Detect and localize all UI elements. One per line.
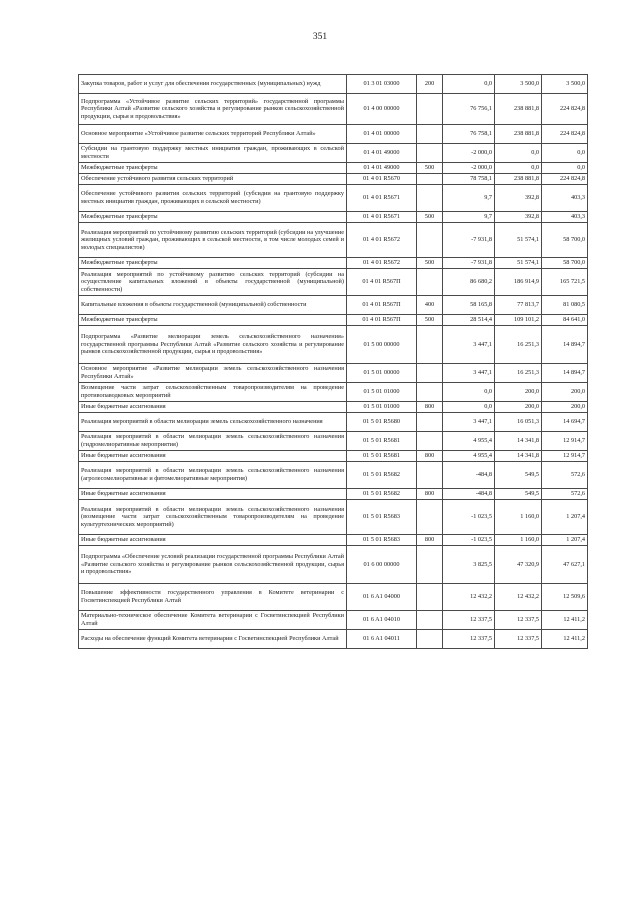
row-expense-type-cell <box>417 125 443 144</box>
row-code-cell: 01 3 01 03000 <box>347 75 417 94</box>
row-amount-2-cell: 392,8 <box>495 185 542 212</box>
row-expense-type-cell <box>417 546 443 584</box>
row-code-cell: 01 5 01 R5683 <box>347 500 417 535</box>
row-amount-1-cell: -2 000,0 <box>443 163 495 174</box>
row-amount-1-cell: 28 514,4 <box>443 315 495 326</box>
table-row <box>79 75 588 94</box>
row-amount-2-cell: 200,0 <box>495 402 542 413</box>
row-expense-type-cell <box>417 432 443 451</box>
row-code-cell: 01 5 01 00000 <box>347 364 417 383</box>
table-row <box>79 364 588 383</box>
row-name-cell: Обеспечение устойчивого развития сельских территорий (субсидии на грантовую поддержку местных инициатив граждан, проживающих в сельской местности) <box>79 185 347 212</box>
row-name-cell: Межбюджетные трансферты <box>79 315 347 326</box>
row-amount-2-cell: 51 574,1 <box>495 258 542 269</box>
table-row <box>79 489 588 500</box>
row-amount-2-cell: 549,5 <box>495 462 542 489</box>
row-expense-type-cell <box>417 174 443 185</box>
row-code-cell: 01 5 01 01000 <box>347 383 417 402</box>
row-expense-type-cell <box>417 364 443 383</box>
row-expense-type-cell: 500 <box>417 315 443 326</box>
row-code-cell: 01 4 01 R5672 <box>347 223 417 258</box>
row-amount-2-cell: 14 341,8 <box>495 432 542 451</box>
row-amount-3-cell: 224 824,8 <box>542 125 588 144</box>
row-amount-1-cell: 9,7 <box>443 185 495 212</box>
table-row <box>79 144 588 163</box>
row-amount-2-cell: 16 051,3 <box>495 413 542 432</box>
row-amount-2-cell: 12 337,5 <box>495 630 542 649</box>
row-expense-type-cell: 800 <box>417 402 443 413</box>
row-amount-2-cell: 12 432,2 <box>495 584 542 611</box>
row-name-cell: Возмещение части затрат сельскохозяйственным товаропроизводителям на проведение противопаводковых мероприятий <box>79 383 347 402</box>
row-code-cell: 01 4 01 R5671 <box>347 212 417 223</box>
row-name-cell: Основное мероприятие «Устойчивое развитие сельских территорий Республики Алтай» <box>79 125 347 144</box>
row-amount-3-cell: 14 694,7 <box>542 413 588 432</box>
row-name-cell: Иные бюджетные ассигнования <box>79 489 347 500</box>
row-code-cell: 01 4 00 00000 <box>347 94 417 125</box>
table-row <box>79 174 588 185</box>
row-code-cell: 01 4 01 R567П <box>347 269 417 296</box>
row-expense-type-cell <box>417 383 443 402</box>
table-row <box>79 94 588 125</box>
row-amount-2-cell: 238 881,8 <box>495 174 542 185</box>
row-name-cell: Капитальные вложения в объекты государственной (муниципальной) собственности <box>79 296 347 315</box>
row-amount-3-cell: 572,6 <box>542 489 588 500</box>
row-amount-3-cell: 403,3 <box>542 212 588 223</box>
row-amount-2-cell: 1 160,0 <box>495 535 542 546</box>
row-amount-3-cell: 12 509,6 <box>542 584 588 611</box>
table-row <box>79 611 588 630</box>
row-expense-type-cell <box>417 223 443 258</box>
row-amount-3-cell: 12 411,2 <box>542 611 588 630</box>
row-code-cell: 01 4 01 R567П <box>347 296 417 315</box>
table-row <box>79 315 588 326</box>
row-amount-2-cell: 186 914,9 <box>495 269 542 296</box>
row-amount-1-cell: 9,7 <box>443 212 495 223</box>
row-code-cell: 01 4 01 49000 <box>347 144 417 163</box>
row-amount-2-cell: 200,0 <box>495 383 542 402</box>
row-amount-3-cell: 1 207,4 <box>542 500 588 535</box>
row-name-cell: Основное мероприятие «Развитие мелиорации земель сельскохозяйственного назначения Республики Алтай» <box>79 364 347 383</box>
row-code-cell: 01 6 00 00000 <box>347 546 417 584</box>
row-amount-3-cell: 200,0 <box>542 383 588 402</box>
page-number: 351 <box>312 32 328 42</box>
row-amount-2-cell: 12 337,5 <box>495 611 542 630</box>
row-amount-2-cell: 238 881,8 <box>495 94 542 125</box>
row-amount-3-cell: 58 700,0 <box>542 258 588 269</box>
table-row <box>79 269 588 296</box>
row-name-cell: Межбюджетные трансферты <box>79 212 347 223</box>
row-amount-3-cell: 224 824,8 <box>542 94 588 125</box>
table-row <box>79 500 588 535</box>
row-amount-3-cell: 1 207,4 <box>542 535 588 546</box>
row-amount-2-cell: 3 500,0 <box>495 75 542 94</box>
row-amount-3-cell: 58 700,0 <box>542 223 588 258</box>
row-name-cell: Субсидии на грантовую поддержку местных инициатив граждан, проживающих в сельской местности <box>79 144 347 163</box>
row-expense-type-cell <box>417 462 443 489</box>
row-code-cell: 01 5 01 R5681 <box>347 451 417 462</box>
row-name-cell: Иные бюджетные ассигнования <box>79 402 347 413</box>
table-row <box>79 432 588 451</box>
row-code-cell: 01 4 01 R5670 <box>347 174 417 185</box>
row-code-cell: 01 6 A1 04011 <box>347 630 417 649</box>
row-name-cell: Подпрограмма «Развитие мелиорации земель сельскохозяйственного назначения» государственной программы Республики Алтай «Развитие сельского хозяйства и регулирование рынков сельскохозяйственной продукции, сырья и продовольствия» <box>79 326 347 364</box>
row-name-cell: Обеспечение устойчивого развития сельских территорий <box>79 174 347 185</box>
row-amount-2-cell: 16 251,3 <box>495 364 542 383</box>
table-row <box>79 535 588 546</box>
row-amount-1-cell: 0,0 <box>443 402 495 413</box>
row-amount-3-cell: 0,0 <box>542 144 588 163</box>
table-row <box>79 451 588 462</box>
row-amount-1-cell: 4 955,4 <box>443 432 495 451</box>
row-expense-type-cell: 500 <box>417 163 443 174</box>
table-row <box>79 125 588 144</box>
row-expense-type-cell <box>417 500 443 535</box>
row-name-cell: Подпрограмма «Устойчивое развитие сельских территорий» государственной программы Республики Алтай «Развитие сельского хозяйства и регулирование рынков сельскохозяйственной продукции, сырья и продовольствия» <box>79 94 347 125</box>
row-code-cell: 01 5 01 01000 <box>347 402 417 413</box>
row-name-cell: Реализация мероприятий в области мелиорации земель сельскохозяйственного назначения (возмещение части затрат сельскохозяйственным товаропроизводителям на проведение культуртехнических мероприятий) <box>79 500 347 535</box>
table-row <box>79 163 588 174</box>
row-expense-type-cell <box>417 94 443 125</box>
row-amount-1-cell: 3 447,1 <box>443 326 495 364</box>
row-code-cell: 01 4 01 00000 <box>347 125 417 144</box>
row-expense-type-cell <box>417 326 443 364</box>
row-amount-2-cell: 51 574,1 <box>495 223 542 258</box>
table-row <box>79 462 588 489</box>
row-amount-3-cell: 200,0 <box>542 402 588 413</box>
row-code-cell: 01 5 00 00000 <box>347 326 417 364</box>
row-amount-3-cell: 12 411,2 <box>542 630 588 649</box>
row-amount-3-cell: 84 641,0 <box>542 315 588 326</box>
row-amount-1-cell: 12 337,5 <box>443 611 495 630</box>
row-name-cell: Реализация мероприятий по устойчивому развитию сельских территорий (субсидии на осуществление капитальных вложений в объекты государственной (муниципальной) собственности) <box>79 269 347 296</box>
row-amount-1-cell: -7 931,8 <box>443 223 495 258</box>
row-name-cell: Иные бюджетные ассигнования <box>79 535 347 546</box>
row-code-cell: 01 6 A1 04010 <box>347 611 417 630</box>
row-amount-2-cell: 14 341,8 <box>495 451 542 462</box>
row-name-cell: Межбюджетные трансферты <box>79 258 347 269</box>
row-amount-3-cell: 0,0 <box>542 163 588 174</box>
row-expense-type-cell <box>417 413 443 432</box>
table-row <box>79 383 588 402</box>
row-amount-1-cell: 4 955,4 <box>443 451 495 462</box>
row-expense-type-cell <box>417 144 443 163</box>
row-code-cell: 01 5 01 R5680 <box>347 413 417 432</box>
row-name-cell: Реализация мероприятий по устойчивому развитию сельских территорий (субсидии на улучшение жилищных условий граждан, проживающих в сельской местности, в том числе молодых семей и молодых специалистов) <box>79 223 347 258</box>
row-amount-1-cell: -1 023,5 <box>443 500 495 535</box>
row-amount-2-cell: 0,0 <box>495 144 542 163</box>
row-expense-type-cell <box>417 269 443 296</box>
row-amount-3-cell: 224 824,8 <box>542 174 588 185</box>
row-amount-1-cell: 3 825,5 <box>443 546 495 584</box>
row-expense-type-cell: 400 <box>417 296 443 315</box>
row-amount-2-cell: 109 101,2 <box>495 315 542 326</box>
row-amount-1-cell: 86 680,2 <box>443 269 495 296</box>
row-amount-1-cell: -484,8 <box>443 489 495 500</box>
row-expense-type-cell <box>417 611 443 630</box>
row-expense-type-cell: 500 <box>417 212 443 223</box>
row-expense-type-cell: 800 <box>417 451 443 462</box>
row-code-cell: 01 4 01 R567П <box>347 315 417 326</box>
row-amount-3-cell: 572,6 <box>542 462 588 489</box>
row-amount-1-cell: 12 432,2 <box>443 584 495 611</box>
row-amount-3-cell: 47 627,1 <box>542 546 588 584</box>
row-amount-3-cell: 12 914,7 <box>542 432 588 451</box>
row-code-cell: 01 4 01 49000 <box>347 163 417 174</box>
row-amount-2-cell: 0,0 <box>495 163 542 174</box>
row-name-cell: Материально-техническое обеспечение Комитета ветеринарии с Госветинспекцией Республики Алтай <box>79 611 347 630</box>
table-row <box>79 546 588 584</box>
row-expense-type-cell <box>417 584 443 611</box>
row-amount-1-cell: 76 758,1 <box>443 125 495 144</box>
row-amount-1-cell: 0,0 <box>443 75 495 94</box>
table-row <box>79 223 588 258</box>
table-row <box>79 584 588 611</box>
row-amount-2-cell: 1 160,0 <box>495 500 542 535</box>
row-amount-1-cell: 3 447,1 <box>443 364 495 383</box>
row-amount-1-cell: -1 023,5 <box>443 535 495 546</box>
table-row <box>79 326 588 364</box>
row-amount-1-cell: 0,0 <box>443 383 495 402</box>
row-amount-3-cell: 14 894,7 <box>542 364 588 383</box>
table-row <box>79 258 588 269</box>
row-amount-2-cell: 16 251,3 <box>495 326 542 364</box>
row-amount-1-cell: -484,8 <box>443 462 495 489</box>
table-row <box>79 185 588 212</box>
row-expense-type-cell: 500 <box>417 258 443 269</box>
budget-table <box>78 74 588 649</box>
row-amount-3-cell: 12 914,7 <box>542 451 588 462</box>
row-name-cell: Реализация мероприятий в области мелиорации земель сельскохозяйственного назначения (агролесомелиоративные и фитомелиоративные мероприятия) <box>79 462 347 489</box>
row-name-cell: Реализация мероприятий в области мелиорации земель сельскохозяйственного назначения <box>79 413 347 432</box>
row-name-cell: Расходы на обеспечение функций Комитета ветеринарии с Госветинспекцией Республики Алтай <box>79 630 347 649</box>
row-amount-3-cell: 403,3 <box>542 185 588 212</box>
row-code-cell: 01 6 A1 04000 <box>347 584 417 611</box>
row-code-cell: 01 5 01 R5681 <box>347 432 417 451</box>
row-amount-1-cell: 12 337,5 <box>443 630 495 649</box>
table-row <box>79 212 588 223</box>
table-row <box>79 413 588 432</box>
row-amount-2-cell: 392,8 <box>495 212 542 223</box>
row-code-cell: 01 4 01 R5672 <box>347 258 417 269</box>
row-name-cell: Подпрограмма «Обеспечение условий реализации государственной программы Республики Алтай «Развитие сельского хозяйства и регулирование рынков сельскохозяйственной продукции, сырья и продовольствия» <box>79 546 347 584</box>
row-expense-type-cell: 800 <box>417 489 443 500</box>
row-amount-3-cell: 14 894,7 <box>542 326 588 364</box>
row-code-cell: 01 5 01 R5682 <box>347 462 417 489</box>
table-row <box>79 630 588 649</box>
row-name-cell: Закупка товаров, работ и услуг для обеспечения государственных (муниципальных) нужд <box>79 75 347 94</box>
row-amount-2-cell: 238 881,8 <box>495 125 542 144</box>
row-amount-3-cell: 3 500,0 <box>542 75 588 94</box>
row-name-cell: Межбюджетные трансферты <box>79 163 347 174</box>
row-amount-2-cell: 77 813,7 <box>495 296 542 315</box>
row-amount-1-cell: -2 000,0 <box>443 144 495 163</box>
row-expense-type-cell <box>417 185 443 212</box>
table-row <box>79 402 588 413</box>
row-code-cell: 01 5 01 R5682 <box>347 489 417 500</box>
row-expense-type-cell: 200 <box>417 75 443 94</box>
row-name-cell: Повышение эффективности государственного управления в Комитете ветеринарии с Госветинспекцией Республики Алтай <box>79 584 347 611</box>
row-name-cell: Реализация мероприятий в области мелиорации земель сельскохозяйственного назначения (гидромелиоративные мероприятия) <box>79 432 347 451</box>
row-code-cell: 01 4 01 R5671 <box>347 185 417 212</box>
row-amount-1-cell: 76 756,1 <box>443 94 495 125</box>
row-expense-type-cell <box>417 630 443 649</box>
row-code-cell: 01 5 01 R5683 <box>347 535 417 546</box>
row-expense-type-cell: 800 <box>417 535 443 546</box>
table-row <box>79 296 588 315</box>
row-amount-2-cell: 549,5 <box>495 489 542 500</box>
row-amount-1-cell: 3 447,1 <box>443 413 495 432</box>
row-amount-1-cell: 78 758,1 <box>443 174 495 185</box>
row-name-cell: Иные бюджетные ассигнования <box>79 451 347 462</box>
row-amount-3-cell: 165 721,5 <box>542 269 588 296</box>
row-amount-3-cell: 81 080,5 <box>542 296 588 315</box>
row-amount-2-cell: 47 320,9 <box>495 546 542 584</box>
row-amount-1-cell: -7 931,8 <box>443 258 495 269</box>
row-amount-1-cell: 58 165,8 <box>443 296 495 315</box>
